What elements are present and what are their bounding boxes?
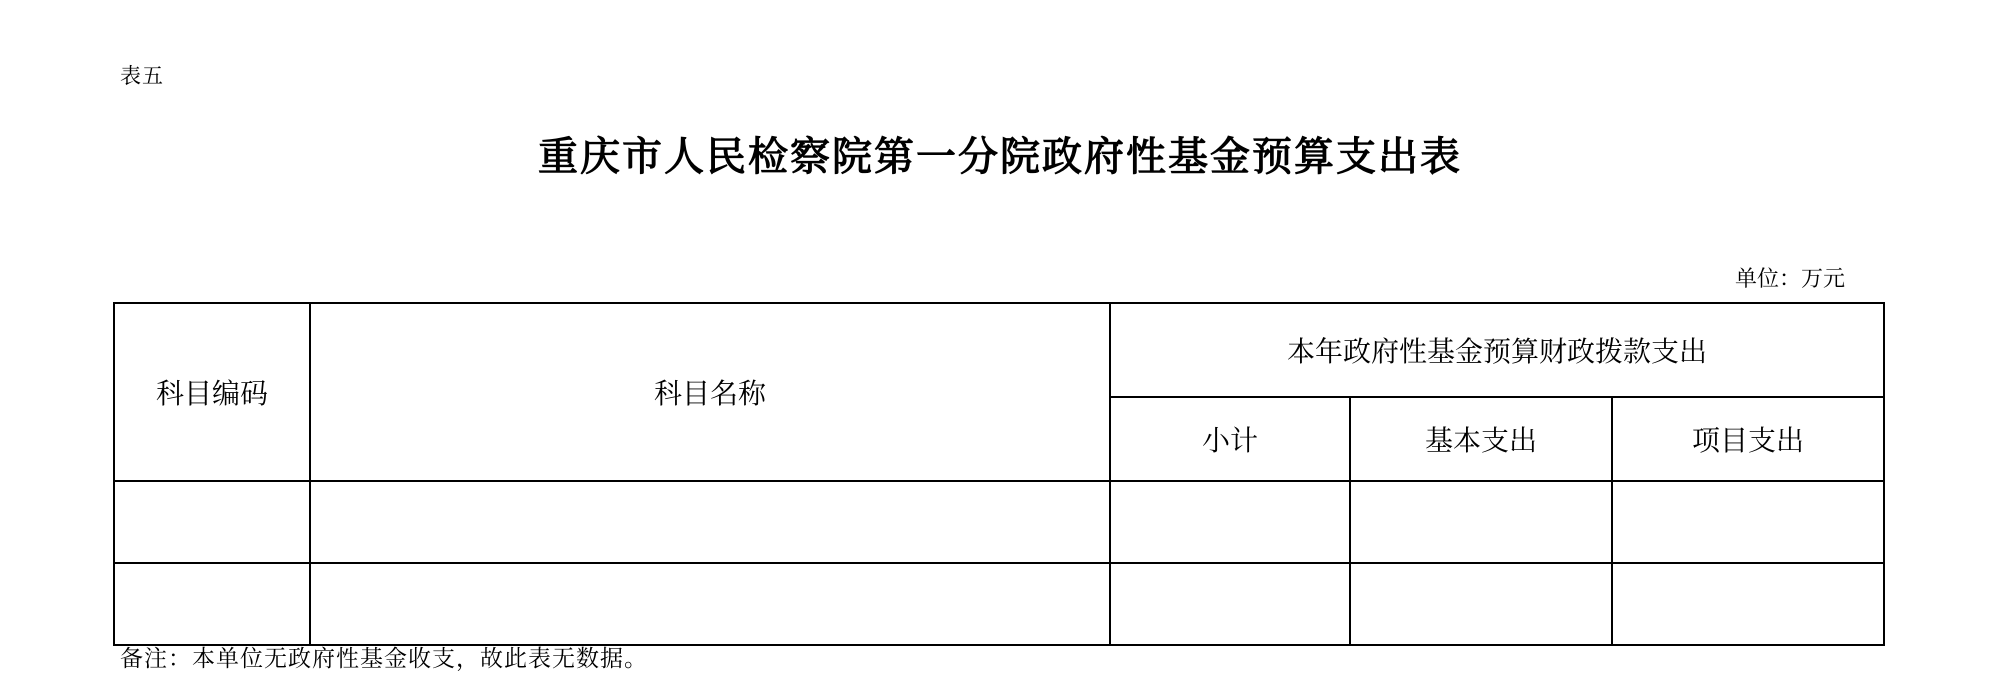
table-body: [114, 481, 1884, 645]
cell-name: [310, 481, 1110, 563]
table-row: [114, 481, 1884, 563]
header-cell-basic: 基本支出: [1350, 397, 1612, 481]
cell-project: [1612, 481, 1884, 563]
table-header-row-1: [114, 303, 1884, 397]
header-cell-group: 本年政府性基金预算财政拨款支出: [1110, 303, 1884, 397]
header-cell-code: 科目编码: [114, 303, 310, 481]
budget-table: [113, 302, 1885, 646]
table-header: [114, 303, 1884, 481]
cell-basic: [1350, 481, 1612, 563]
cell-code: [114, 563, 310, 645]
cell-subtotal: [1110, 481, 1350, 563]
budget-table-wrapper: [113, 302, 1883, 646]
page-title: 重庆市人民检察院第一分院政府性基金预算支出表: [538, 133, 1462, 180]
cell-project: [1612, 563, 1884, 645]
cell-name: [310, 563, 1110, 645]
table-row: [114, 563, 1884, 645]
unit-note: 单位：万元: [1734, 267, 1845, 292]
header-cell-name: 科目名称: [310, 303, 1110, 481]
cell-code: [114, 481, 310, 563]
header-cell-project: 项目支出: [1612, 397, 1884, 481]
table-footnote: 备注：本单位无政府性基金收支，故此表无数据。: [120, 646, 648, 672]
header-cell-subtotal: 小计: [1110, 397, 1350, 481]
sheet-label: 表五: [120, 64, 164, 88]
cell-basic: [1350, 563, 1612, 645]
cell-subtotal: [1110, 563, 1350, 645]
